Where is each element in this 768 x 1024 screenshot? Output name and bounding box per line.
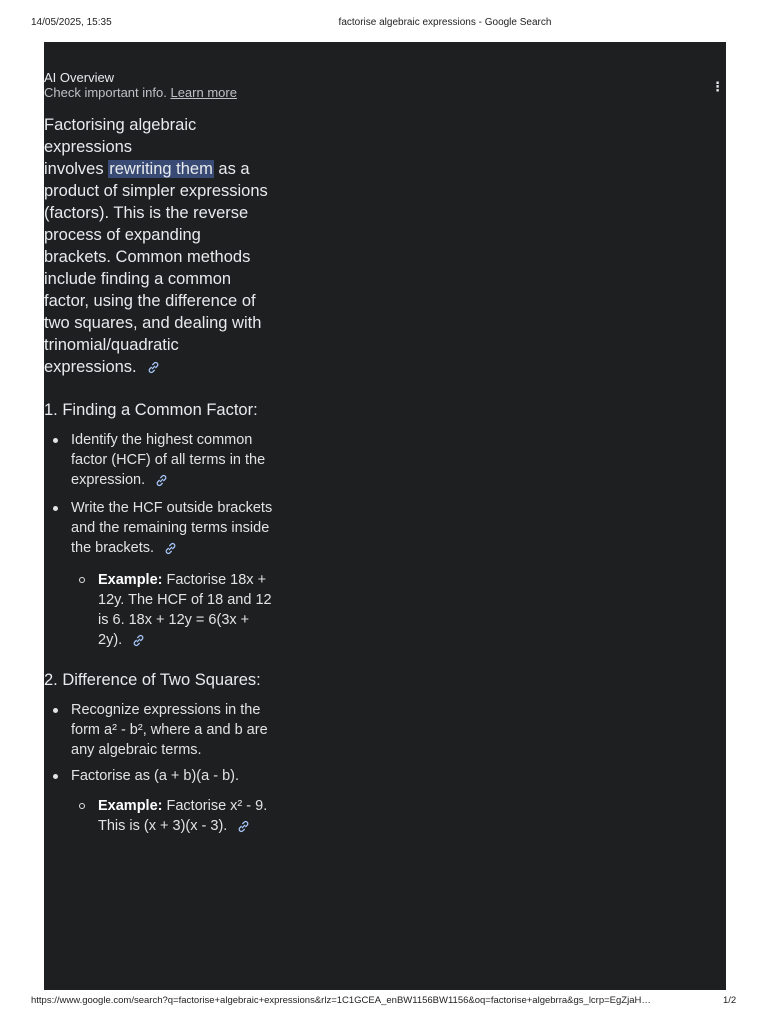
link-icon[interactable] — [237, 820, 250, 833]
example-item — [98, 570, 276, 650]
example-label: Example: — [98, 798, 163, 814]
intro-post: as a product of simpler expressions (factors). This is the reverse process of expanding — [44, 160, 268, 244]
list-item-text: Write the HCF outside brackets and the remaining terms inside the brackets. — [71, 500, 273, 556]
print-header — [0, 17, 768, 31]
difference-of-squares-list — [44, 700, 276, 836]
print-footer — [0, 995, 768, 1009]
ai-overview-header — [44, 70, 704, 100]
section-title-difference-of-squares: 2. Difference of Two Squares: — [44, 671, 261, 689]
print-page-number: 1/2 — [723, 995, 737, 1006]
example-label: Example: — [98, 572, 163, 588]
list-item — [71, 498, 276, 650]
link-icon[interactable] — [164, 542, 177, 555]
example-item — [98, 796, 276, 836]
ai-overview-panel — [44, 42, 726, 990]
list-item-text: Recognize expressions in the form a² - b², where a and b are any algebraic terms. — [71, 702, 268, 758]
learn-more-link[interactable]: Learn more — [170, 85, 237, 100]
common-factor-list — [44, 430, 276, 650]
print-url: https://www.google.com/search?q=factorise+algebraic+expressions&rlz=1C1GCEA_enBW1156BW1156&oq=factorise+algebrra&gs_lcrp=EgZjaH… — [31, 995, 651, 1006]
list-item — [71, 766, 276, 836]
ai-overview-content — [44, 114, 276, 836]
link-icon[interactable] — [155, 474, 168, 487]
list-item — [71, 430, 276, 490]
intro-paragraph — [44, 114, 276, 378]
check-info-text: Check important info. — [44, 85, 167, 100]
print-date: 14/05/2025, 15:35 — [31, 17, 112, 28]
list-item-text: Factorise as (a + b)(a - b). — [71, 768, 240, 784]
print-page-title: factorise algebraic expressions - Google Search — [338, 17, 552, 28]
link-icon[interactable] — [147, 361, 160, 374]
example-text: Factorise x² - 9. This is (x + 3)(x - 3). — [98, 798, 268, 834]
link-icon[interactable] — [132, 634, 145, 647]
intro-line1: Factorising algebraic — [44, 116, 197, 134]
list-item — [71, 700, 276, 760]
common-factor-example-list — [71, 570, 276, 650]
section-title-common-factor: 1. Finding a Common Factor: — [44, 401, 258, 419]
example-text: Factorise 18x + 12y. The HCF of 18 and 12 is 6. 18x + 12y = 6(3x + 2y). — [98, 572, 272, 648]
intro-pre: involves — [44, 160, 109, 178]
ai-overview-title: AI Overview — [44, 70, 115, 85]
ai-overview-subtitle — [44, 85, 704, 100]
list-item-text: Identify the highest common factor (HCF) of all terms in the expression. — [71, 432, 266, 488]
highlighted-phrase: rewriting them — [109, 160, 213, 178]
intro-rest: brackets. Common methods include finding a common factor, using the difference of two squares, and dealing with trinomial/quadratic expressions. — [44, 248, 262, 376]
intro-line2: expressions — [44, 138, 133, 156]
more-vert-icon[interactable]: ⋮ — [711, 79, 724, 94]
difference-of-squares-example-list — [71, 796, 276, 836]
